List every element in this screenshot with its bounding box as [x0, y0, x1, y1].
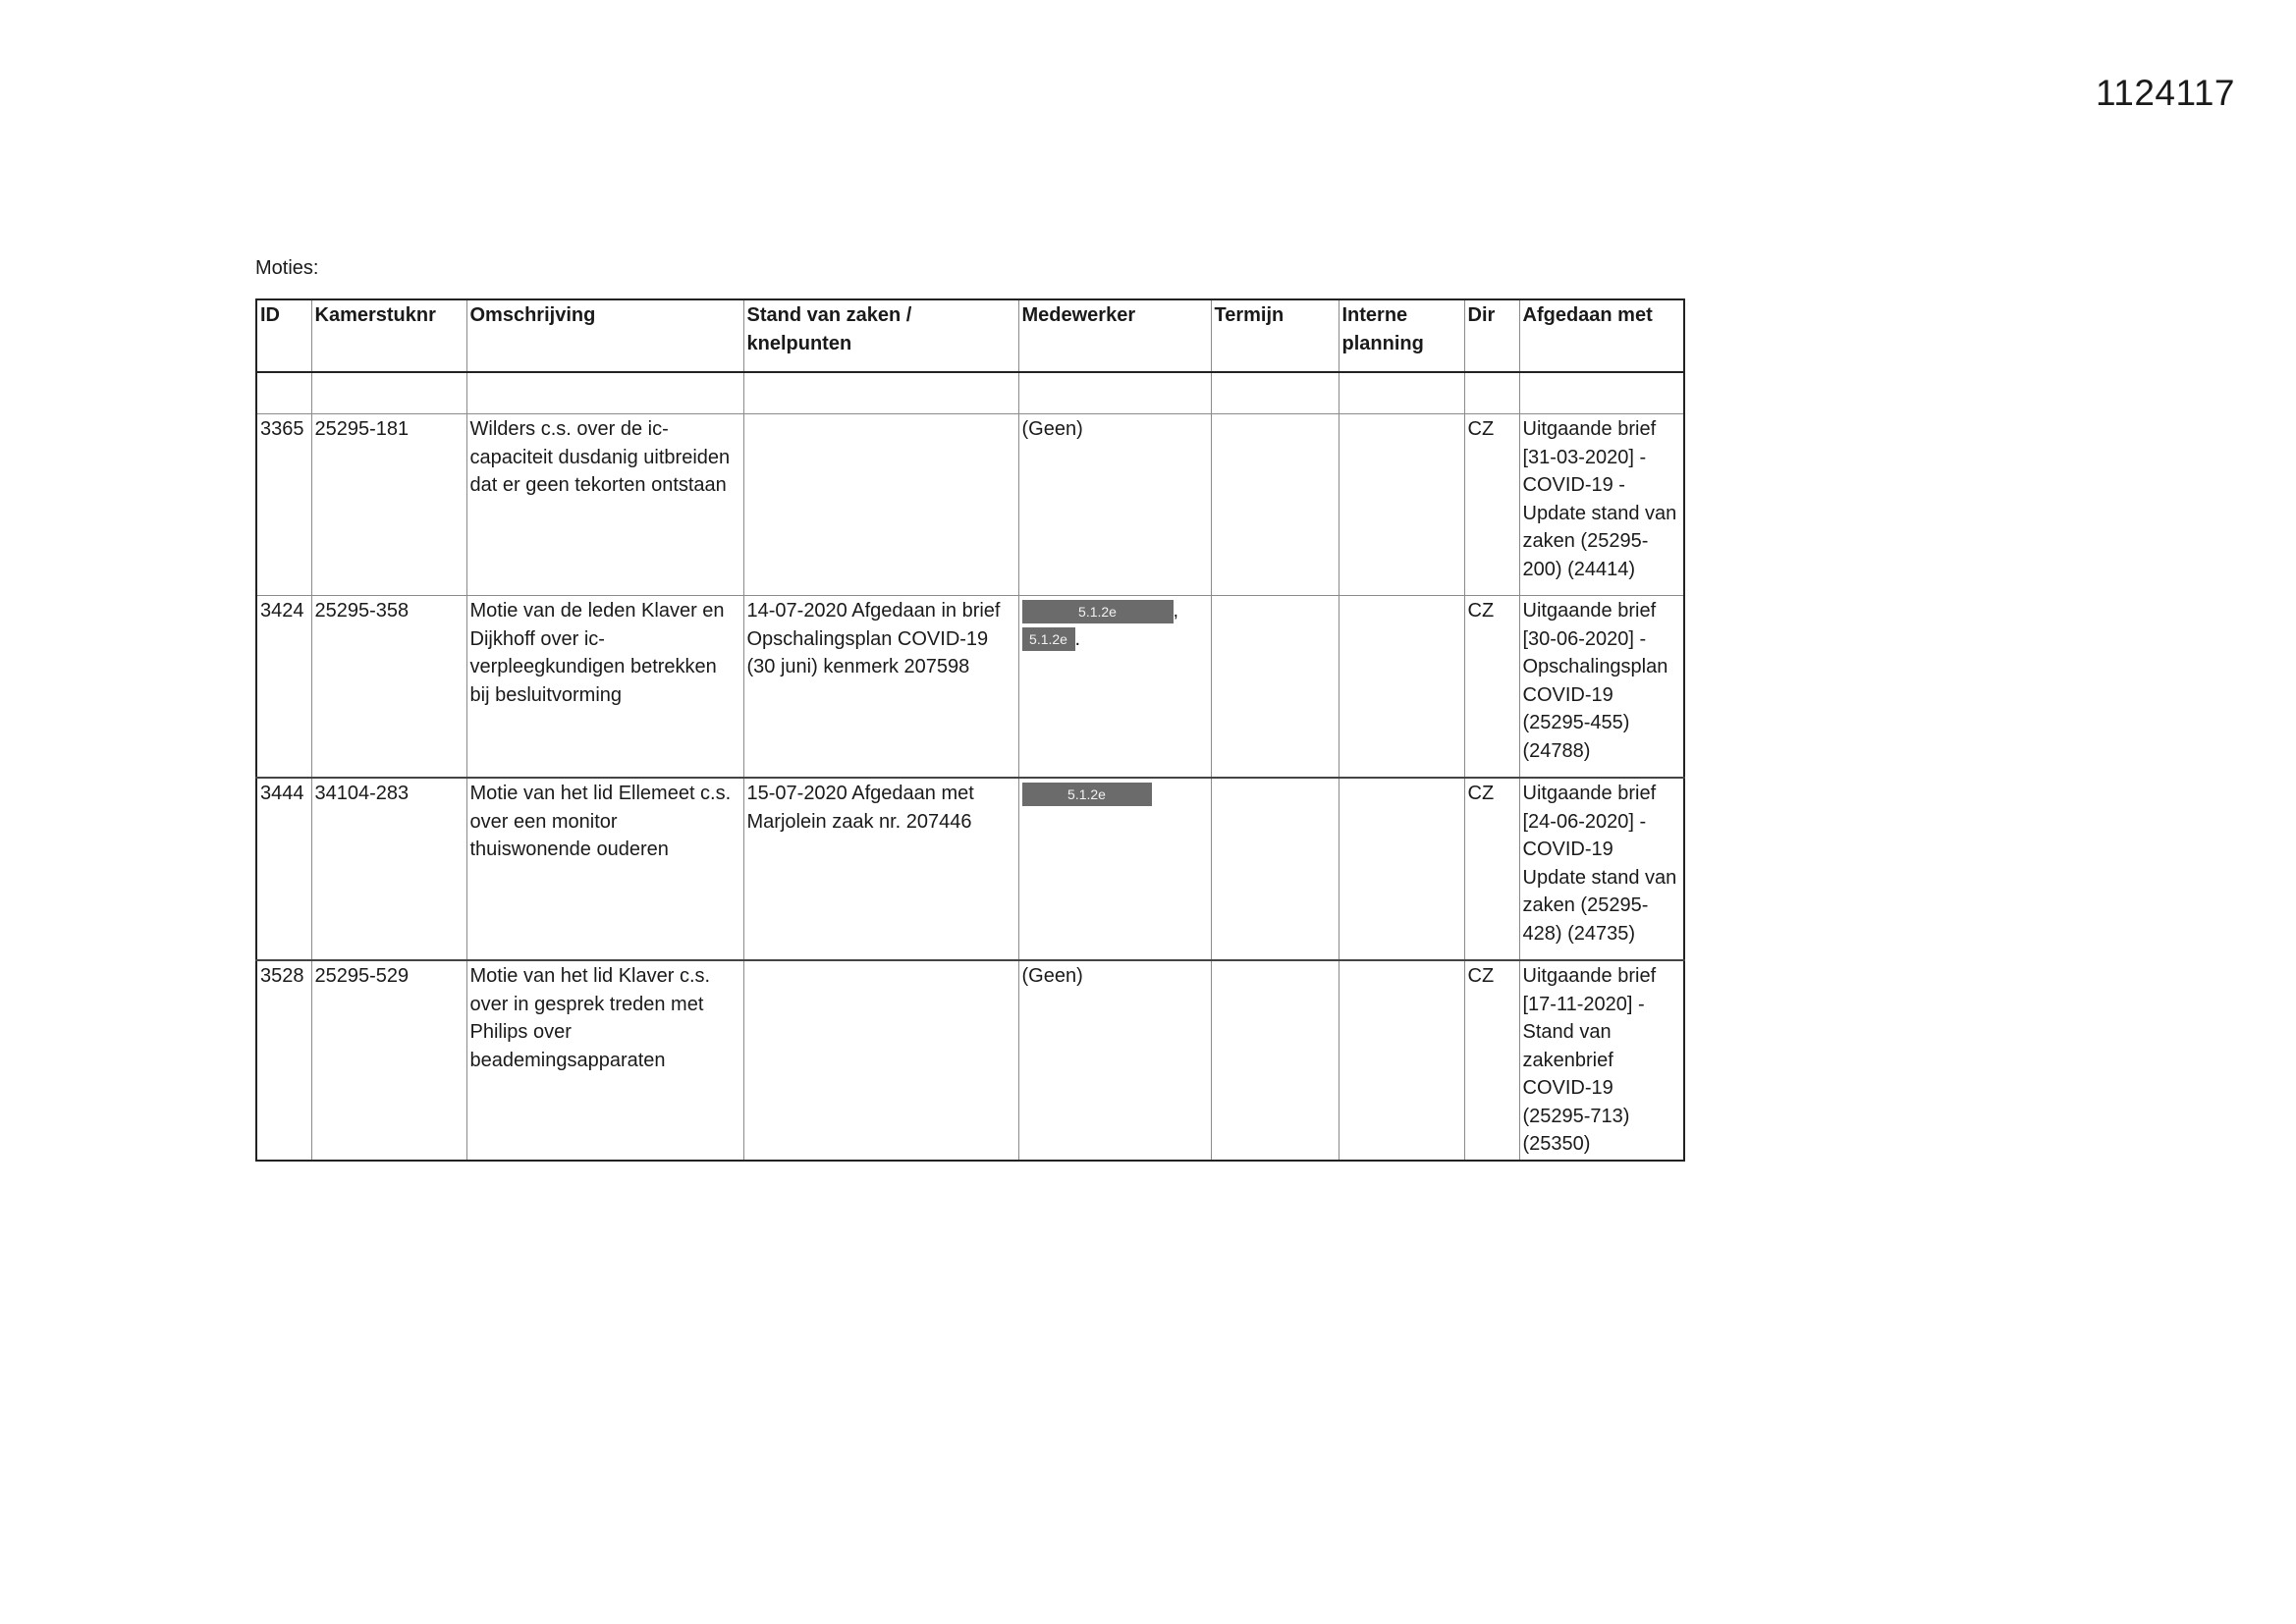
cell-id: 3424 — [256, 596, 311, 779]
document-number: 1124117 — [2095, 73, 2235, 113]
cell-dir: CZ — [1464, 960, 1519, 1161]
empty-cell — [1018, 372, 1211, 414]
header-termijn: Termijn — [1211, 299, 1339, 372]
cell-stand-van-zaken: 14-07-2020 Afgedaan in brief Opschalingsplan COVID-19 (30 juni) kenmerk 207598 — [743, 596, 1018, 779]
cell-termijn — [1211, 778, 1339, 960]
cell-stand-van-zaken: 15-07-2020 Afgedaan met Marjolein zaak nr. 207446 — [743, 778, 1018, 960]
cell-medewerker — [1018, 596, 1211, 779]
header-interne-planning: Interne planning — [1339, 299, 1464, 372]
empty-cell — [256, 372, 311, 414]
table-header-row — [256, 299, 1684, 372]
cell-id: 3444 — [256, 778, 311, 960]
cell-id: 3528 — [256, 960, 311, 1161]
header-kamerstuknr: Kamerstuknr — [311, 299, 466, 372]
table-row — [256, 960, 1684, 1161]
empty-cell — [1211, 372, 1339, 414]
cell-interne-planning — [1339, 778, 1464, 960]
cell-stand-van-zaken — [743, 414, 1018, 596]
header-id: ID — [256, 299, 311, 372]
cell-interne-planning — [1339, 414, 1464, 596]
separator-comma: , — [1173, 600, 1179, 622]
cell-omschrijving: Motie van het lid Klaver c.s. over in gesprek treden met Philips over beademingsapparaten — [466, 960, 743, 1161]
empty-cell — [1464, 372, 1519, 414]
cell-afgedaan-met: Uitgaande brief [30-06-2020] - Opschalingsplan COVID-19 (25295-455) (24788) — [1519, 596, 1684, 779]
section-label: Moties: — [255, 257, 319, 279]
cell-kamerstuknr: 34104-283 — [311, 778, 466, 960]
cell-kamerstuknr: 25295-529 — [311, 960, 466, 1161]
table-row — [256, 414, 1684, 596]
empty-cell — [466, 372, 743, 414]
cell-interne-planning — [1339, 596, 1464, 779]
redaction-box: 5.1.2e — [1022, 783, 1152, 806]
cell-medewerker — [1018, 778, 1211, 960]
cell-dir: CZ — [1464, 778, 1519, 960]
header-afgedaan-met: Afgedaan met — [1519, 299, 1684, 372]
header-dir: Dir — [1464, 299, 1519, 372]
empty-cell — [311, 372, 466, 414]
cell-omschrijving: Wilders c.s. over de ic-capaciteit dusdanig uitbreiden dat er geen tekorten ontstaan — [466, 414, 743, 596]
empty-row — [256, 372, 1684, 414]
cell-omschrijving: Motie van het lid Ellemeet c.s. over een monitor thuiswonende ouderen — [466, 778, 743, 960]
redaction-box: 5.1.2e — [1022, 600, 1174, 623]
moties-table-container — [255, 298, 1685, 1162]
cell-termijn — [1211, 414, 1339, 596]
table-row — [256, 778, 1684, 960]
cell-id: 3365 — [256, 414, 311, 596]
cell-interne-planning — [1339, 960, 1464, 1161]
separator-period: . — [1074, 627, 1081, 650]
empty-cell — [1519, 372, 1684, 414]
moties-table — [255, 298, 1685, 1162]
header-omschrijving: Omschrijving — [466, 299, 743, 372]
empty-cell — [743, 372, 1018, 414]
cell-medewerker: (Geen) — [1018, 960, 1211, 1161]
cell-dir: CZ — [1464, 414, 1519, 596]
cell-kamerstuknr: 25295-358 — [311, 596, 466, 779]
cell-termijn — [1211, 960, 1339, 1161]
cell-medewerker: (Geen) — [1018, 414, 1211, 596]
header-stand-van-zaken: Stand van zaken / knelpunten — [743, 299, 1018, 372]
cell-dir: CZ — [1464, 596, 1519, 779]
cell-afgedaan-met: Uitgaande brief [17-11-2020] - Stand van zakenbrief COVID-19 (25295-713) (25350) — [1519, 960, 1684, 1161]
redaction-box: 5.1.2e — [1022, 627, 1075, 651]
cell-termijn — [1211, 596, 1339, 779]
cell-stand-van-zaken — [743, 960, 1018, 1161]
empty-cell — [1339, 372, 1464, 414]
cell-afgedaan-met: Uitgaande brief [31-03-2020] - COVID-19 - Update stand van zaken (25295-200) (24414) — [1519, 414, 1684, 596]
cell-afgedaan-met: Uitgaande brief [24-06-2020] - COVID-19 Update stand van zaken (25295-428) (24735) — [1519, 778, 1684, 960]
cell-omschrijving: Motie van de leden Klaver en Dijkhoff over ic-verpleegkundigen betrekken bij besluitvorming — [466, 596, 743, 779]
header-medewerker: Medewerker — [1018, 299, 1211, 372]
table-row — [256, 596, 1684, 779]
cell-kamerstuknr: 25295-181 — [311, 414, 466, 596]
